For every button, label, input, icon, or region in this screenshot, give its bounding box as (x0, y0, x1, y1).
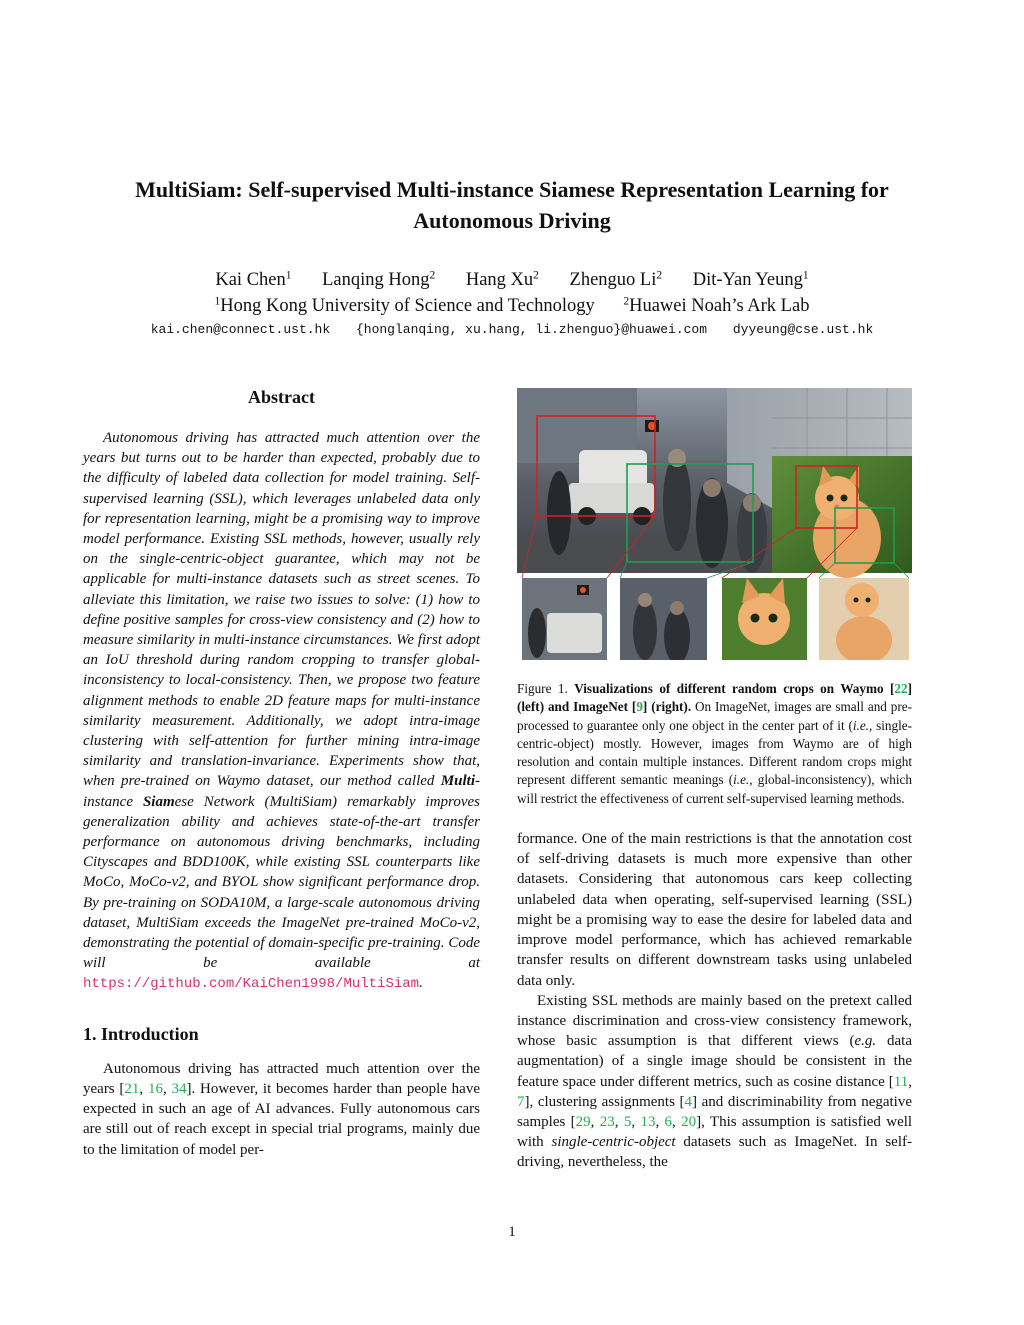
affiliation: $^1$Hong Kong University of Science and Technology (214, 295, 595, 316)
citation-link[interactable]: 21 (124, 1080, 140, 1097)
crop-thumbnail-2 (620, 578, 707, 660)
citation-link[interactable]: 16 (147, 1080, 163, 1097)
abstract-body: Autonomous driving has attracted much attention over the years but turns out to be harder than expected, probably due to the difficulty of labeled data collection for model training. Self-supervised learning (SSL), which leverages unlabeled data only for representation learning, might be a promising way to improve model performance. Existing SSL methods, however, usually rely on the single-centric-object guarantee, which may not be applicable for multi-instance datasets such as street scenes. To alleviate this limitation, we raise two issues to solve: (1) how to define positive samples for cross-view consistency and (2) how to measure similarity in multi-instance circumstances. We first adopt an IoU threshold during random cropping to transfer global-inconsistency to local-consistency. Then, we propose two feature alignment methods to enable 2D feature maps for multi-instance similarity measurement. Additionally, we adopt intra-image clustering with self-attention for further mining intra-image similarity and translation-invariance. Experiments show that, when pre-trained on Waymo dataset, our method called Multi-instance Siamese Network (MultiSiam) remarkably improves generalization ability and achieves state-of-the-art transfer performance on autonomous driving benchmarks, including Cityscapes and BDD100K, while existing SSL counterparts like MoCo, MoCo-v2, and BYOL show significant performance drop. By pre-training on SODA10M, a large-scale autonomous driving dataset, MultiSiam exceeds the ImageNet pre-trained MoCo-v2, demonstrating the potential of domain-specific pre-training. Code will be available at https://github.com/KaiChen1998/MultiSiam. (83, 430, 480, 993)
author: Dit-Yan Yeung$^1$ (692, 269, 809, 290)
body-paragraph: Existing SSL methods are mainly based on the pretext called instance discrimination and cross-view consistency framework, whose basic assumption is that different views (e.g. data augmentation) of a single image should be consistent in the feature space under different metrics, such as cosine distance [11, 7], clustering assignments [4] and discriminability from negative samples [29, 23, 5, 13, 6, 20], This assumption is satisfied well with single-centric-object datasets such as ImageNet. In self-driving, nevertheless, the (517, 992, 913, 1171)
citation-link[interactable]: 6 (664, 1113, 673, 1130)
author-list (60, 268, 964, 292)
citation-link[interactable]: 5 (623, 1113, 632, 1130)
right-column (517, 388, 912, 1173)
citation-link[interactable]: 20 (681, 1113, 697, 1130)
citation-link[interactable]: 4 (684, 1093, 693, 1110)
crop-thumbnail-3 (722, 578, 807, 660)
abstract-heading: Abstract (248, 387, 315, 407)
citation-link[interactable]: 22 (894, 681, 908, 696)
introduction-paragraph: Autonomous driving has attracted much attention over the years [21, 16, 34]. However, it becomes harder than people have expected in such an age of AI advances. Fully autonomous cars are still out of reach except in special trial programs, mainly due to the limitation of model per- (83, 1060, 480, 1158)
paper-title (60, 174, 964, 236)
bold-siam: Siam (142, 793, 175, 810)
citation-link[interactable]: 7 (517, 1093, 525, 1110)
bold-multi: Multi (440, 773, 475, 790)
left-column (83, 386, 480, 1160)
citation-link[interactable]: 23 (599, 1113, 615, 1130)
page-number: 1 (508, 1224, 516, 1240)
citation-link[interactable]: 29 (575, 1113, 591, 1130)
email-list (60, 322, 964, 337)
figure-1-caption: Figure 1. Visualizations of different random crops on Waymo [22] (left) and ImageNet [9] (right). On ImageNet, images are small and pre-processed to guarantee only one object in the center part of it (i.e., single-centric-object) mostly. However, images from Waymo are of high resolution and contain multiple instances. Different random crops might represent different semantic meanings (i.e., global-inconsistency), which will restrict the effectiveness of current self-supervised learning methods. (517, 681, 913, 806)
author: Hang Xu$^2$ (465, 269, 539, 290)
github-link[interactable]: https://github.com/KaiChen1998/MultiSiam (83, 976, 420, 993)
title-line-2: Autonomous Driving (413, 208, 611, 233)
email: {honglanqing, xu.hang, li.zhenguo}@huawei.com (355, 322, 708, 337)
section-heading-introduction: 1. Introduction (83, 1023, 199, 1044)
title-line-1: MultiSiam: Self-supervised Multi-instance Siamese Representation Learning for (135, 177, 889, 202)
crop-thumbnail-1 (522, 578, 607, 660)
citation-link[interactable]: 13 (640, 1113, 656, 1130)
affiliation: $^2$Huawei Noah’s Ark Lab (623, 295, 810, 316)
author: Kai Chen$^1$ (215, 269, 292, 290)
body-paragraph: formance. One of the main restrictions is that the annotation cost of self-driving datasets is much more expensive than other datasets. Considering that autonomous cars keep collecting unlabeled data when operating, self-supervised learning (SSL) might be a promising way to ease the desire for labeled data and improve model performance, which has achieved remarkable transfer results on different downstream tasks using unlabeled data only. (517, 831, 912, 989)
citation-link[interactable]: 11 (893, 1073, 909, 1090)
figure-1 (517, 388, 912, 660)
email: dyyeung@cse.ust.hk (732, 322, 874, 337)
crop-thumbnail-4 (819, 578, 909, 660)
figure-1-illustration (517, 388, 912, 660)
imagenet-kitten-image (772, 456, 912, 578)
author: Lanqing Hong$^2$ (322, 269, 436, 290)
affiliation-list (60, 294, 964, 318)
author: Zhenguo Li$^2$ (569, 269, 663, 290)
citation-link[interactable]: 34 (171, 1080, 187, 1097)
email: kai.chen@connect.ust.hk (150, 322, 331, 337)
citation-link[interactable]: 9 (636, 699, 643, 715)
